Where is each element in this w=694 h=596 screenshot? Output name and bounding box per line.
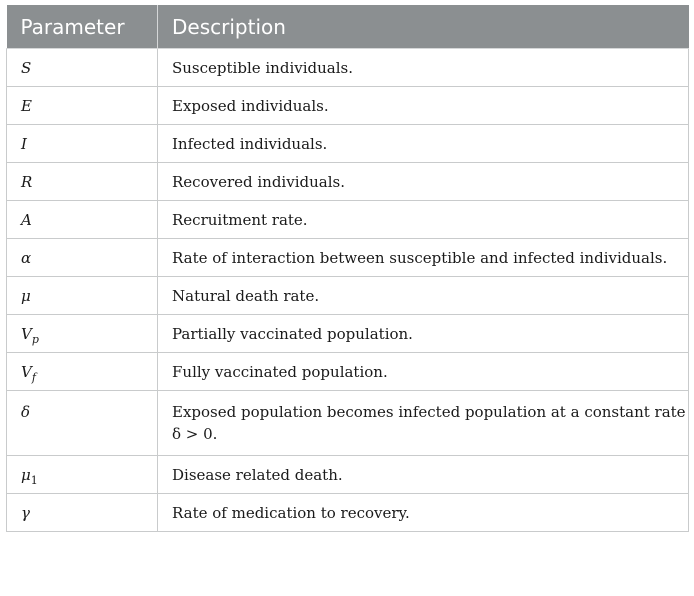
parameter-description: Partially vaccinated population. xyxy=(158,315,689,353)
header-description: Description xyxy=(158,5,689,49)
parameter-description: Rate of interaction between susceptible and infected individuals. xyxy=(158,239,689,277)
parameter-description: Exposed individuals. xyxy=(158,87,689,125)
table-row xyxy=(7,239,689,277)
table-row xyxy=(7,353,689,391)
parameter-symbol: S xyxy=(7,49,158,87)
parameter-description: Disease related death. xyxy=(158,456,689,494)
parameter-symbol: $V_p$ xyxy=(7,315,158,353)
parameter-description: Infected individuals. xyxy=(158,125,689,163)
parameter-description: Recruitment rate. xyxy=(158,201,689,239)
table-row xyxy=(7,87,689,125)
table-row xyxy=(7,456,689,494)
symbol-subscript: f xyxy=(31,370,36,384)
symbol-subscript: p xyxy=(31,332,39,346)
parameter-symbol: $\mu_1$ xyxy=(7,456,158,494)
parameter-symbol: R xyxy=(7,163,158,201)
parameter-symbol: $V_f$ xyxy=(7,353,158,391)
parameter-description-text: Exposed population becomes infected population at a constant rate δ > 0. xyxy=(172,403,686,443)
parameter-symbol: I xyxy=(7,125,158,163)
parameter-symbol: μ xyxy=(7,277,158,315)
table-row xyxy=(7,391,689,456)
parameter-description: Natural death rate. xyxy=(158,277,689,315)
table-row xyxy=(7,277,689,315)
table-row xyxy=(7,494,689,532)
header-parameter: Parameter xyxy=(7,5,158,49)
table-row xyxy=(7,163,689,201)
table-row xyxy=(7,315,689,353)
parameter-symbol: γ xyxy=(7,494,158,532)
parameter-description: Fully vaccinated population. xyxy=(158,353,689,391)
parameter-table-container xyxy=(6,5,688,532)
table-row xyxy=(7,125,689,163)
table-row xyxy=(7,201,689,239)
table-row xyxy=(7,49,689,87)
table-header-row xyxy=(7,5,689,49)
symbol-subscript: 1 xyxy=(30,473,38,487)
parameter-description: Rate of medication to recovery. xyxy=(158,494,689,532)
parameter-description: Susceptible individuals. xyxy=(158,49,689,87)
parameter-description xyxy=(158,391,689,456)
parameter-symbol: δ xyxy=(7,391,158,456)
parameter-symbol: A xyxy=(7,201,158,239)
parameter-description: Recovered individuals. xyxy=(158,163,689,201)
parameter-symbol: E xyxy=(7,87,158,125)
parameter-table xyxy=(6,5,689,532)
parameter-symbol: α xyxy=(7,239,158,277)
